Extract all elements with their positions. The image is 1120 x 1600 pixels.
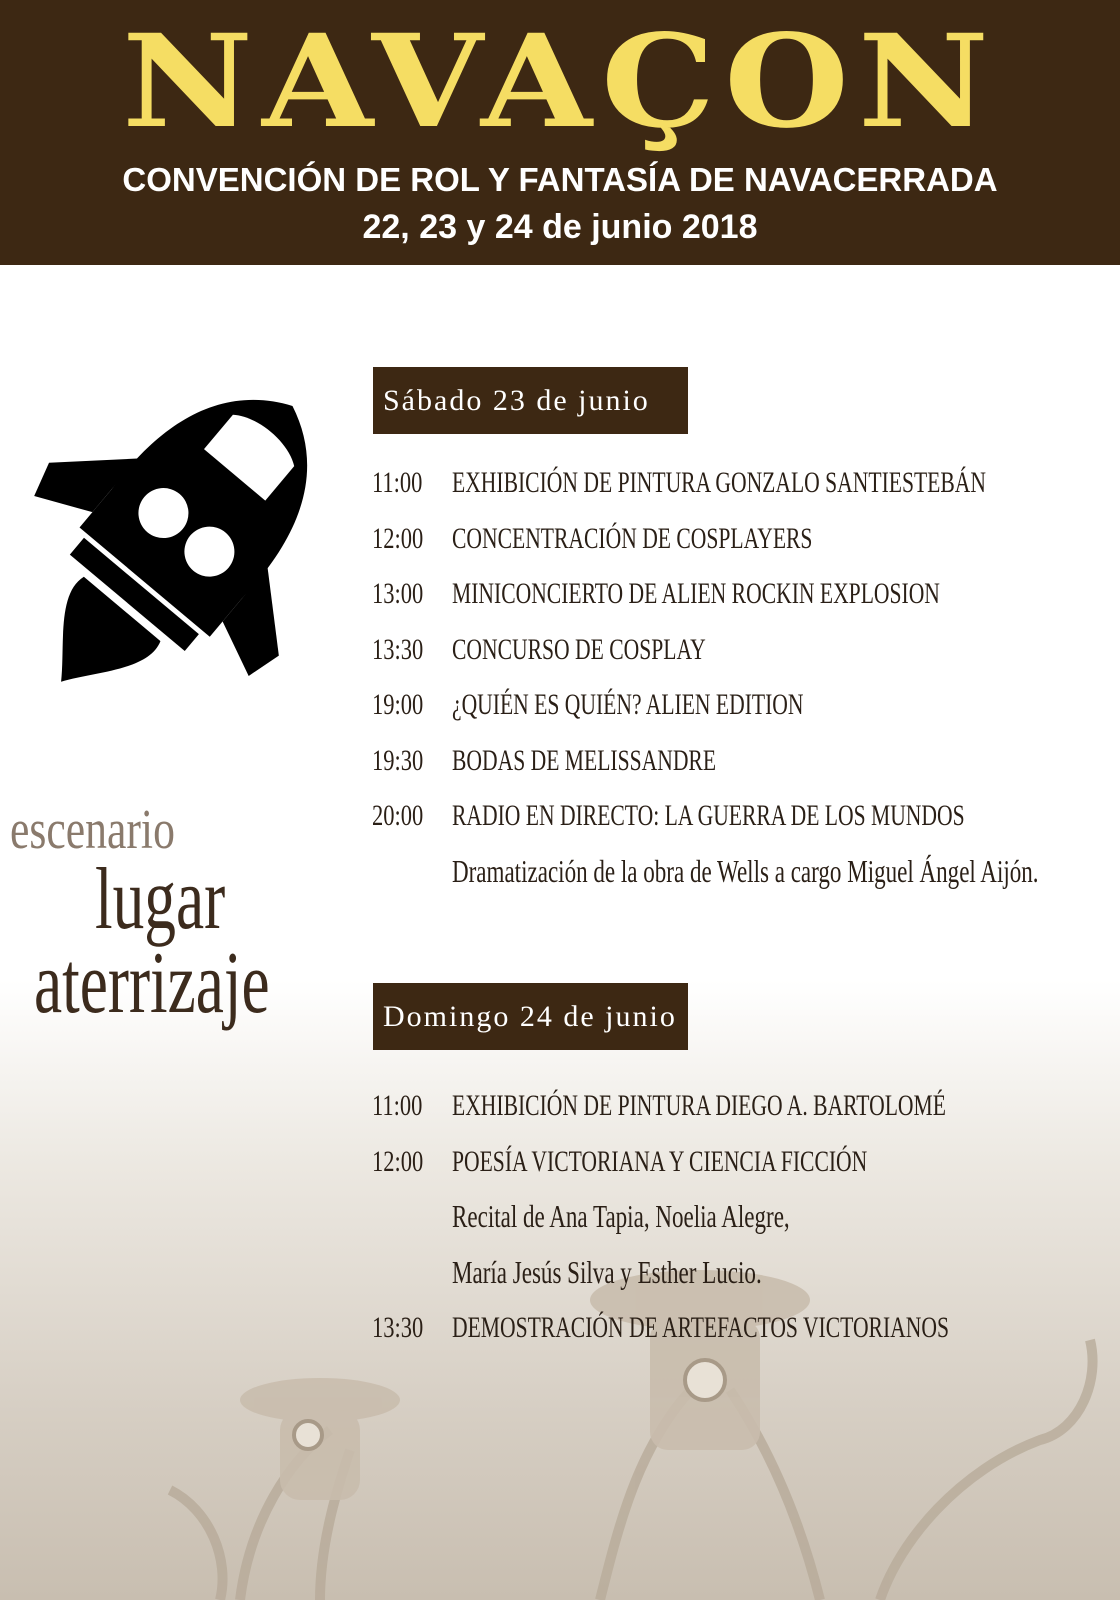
event-subtitle: CONVENCIÓN DE ROL Y FANTASÍA DE NAVACERRADA xyxy=(122,161,998,198)
rocket-icon xyxy=(10,355,350,725)
event-time: 13:30 xyxy=(372,1311,424,1344)
event-description: Dramatización de la obra de Wells a cargo Miguel Ángel Aijón. xyxy=(452,852,1039,889)
event-description: María Jesús Silva y Esther Lucio. xyxy=(452,1253,762,1290)
event-time: 12:00 xyxy=(372,1144,424,1178)
day-header-sunday: Domingo 24 de junio xyxy=(373,983,688,1050)
event-time: 19:00 xyxy=(372,688,424,721)
venue-name-line1: lugar xyxy=(95,851,226,948)
event-title: EXHIBICIÓN DE PINTURA DIEGO A. BARTOLOMÉ xyxy=(452,1089,946,1122)
event-title: RADIO EN DIRECTO: LA GUERRA DE LOS MUNDOS xyxy=(452,799,965,832)
event-description: Recital de Ana Tapia, Noelia Alegre, xyxy=(452,1198,790,1234)
event-title: EXHIBICIÓN DE PINTURA GONZALO SANTIESTEBÁN xyxy=(452,466,986,499)
event-time: 20:00 xyxy=(372,799,424,832)
day-header-saturday: Sábado 23 de junio xyxy=(373,367,688,434)
event-dates: 22, 23 y 24 de junio 2018 xyxy=(362,208,758,246)
event-title: MINICONCIERTO DE ALIEN ROCKIN EXPLOSION xyxy=(452,577,940,610)
venue-label: escenario xyxy=(10,799,175,861)
header-banner xyxy=(0,0,1120,265)
event-title: POESÍA VICTORIANA Y CIENCIA FICCIÓN xyxy=(452,1144,868,1178)
event-logo: NAVAÇON xyxy=(122,7,998,157)
event-time: 12:00 xyxy=(372,521,424,555)
venue-block xyxy=(10,799,330,1032)
event-time: 11:00 xyxy=(372,466,423,499)
venue-name-line2: aterrizaje xyxy=(34,935,270,1032)
event-time: 13:30 xyxy=(372,632,424,666)
event-title: CONCENTRACIÓN DE COSPLAYERS xyxy=(452,521,813,555)
event-title: BODAS DE MELISSANDRE xyxy=(452,743,717,777)
event-title: CONCURSO DE COSPLAY xyxy=(452,632,706,666)
event-title: DEMOSTRACIÓN DE ARTEFACTOS VICTORIANOS xyxy=(452,1311,949,1344)
event-time: 19:30 xyxy=(372,743,424,777)
event-title: ¿QUIÉN ES QUIÉN? ALIEN EDITION xyxy=(452,688,804,721)
event-time: 11:00 xyxy=(372,1089,423,1122)
event-time: 13:00 xyxy=(372,577,424,610)
